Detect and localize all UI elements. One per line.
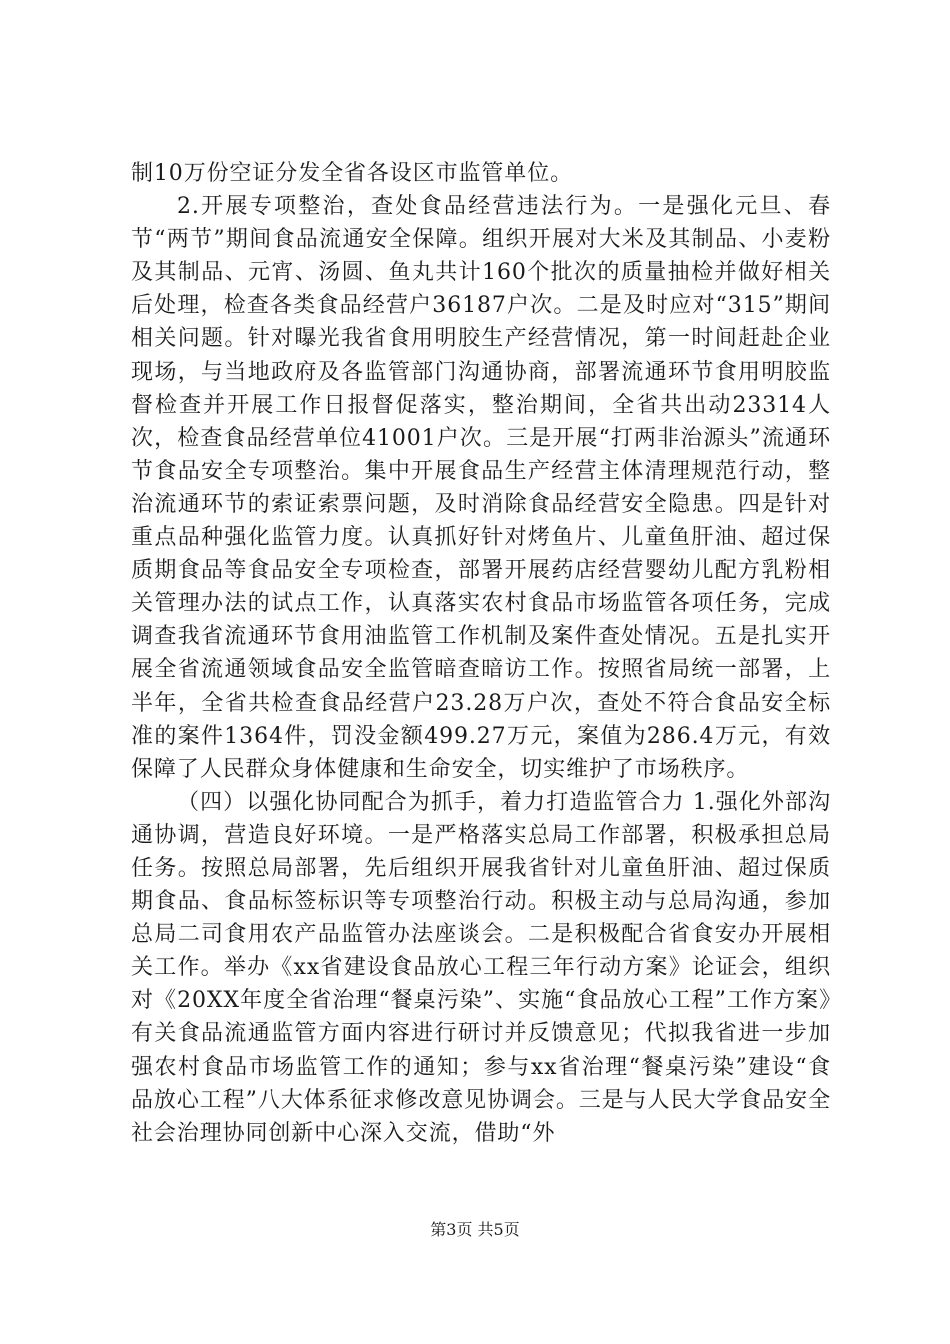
page-number-footer: 第3页 共5页	[430, 1220, 520, 1239]
document-body	[131, 157, 831, 1150]
paragraph-continuation: 制10万份空证分发全省各设区市监管单位。	[131, 161, 573, 186]
paragraph-special-rectification: 2.开展专项整治，查处食品经营违法行为。一是强化元旦、春节“两节”期间食品流通安全保障。组织开展对大米及其制品、小麦粉及其制品、元宵、汤圆、鱼丸共计160个批次的质量抽检并做好相关后处理，检查各类食品经营户36187户次。二是及时应对“315”期间相关问题。针对曝光我省食用明胶生产经营情况，第一时间赶赴企业现场，与当地政府及各监管部门沟通协商，部署流通环节食用明胶监督检查并开展工作日报督促落实，整治期间，全省共出动23314人次，检查食品经营单位41001户次。三是开展“打两非治源头”流通环节食品安全专项整治。集中开展食品生产经营主体清理规范行动，整治流通环节的索证索票问题，及时消除食品经营安全隐患。四是针对重点品种强化监管力度。认真抓好针对烤鱼片、儿童鱼肝油、超过保质期食品等食品安全专项检查，部署开展药店经营婴幼儿配方乳粉相关管理办法的试点工作，认真落实农村食品市场监管各项任务，完成调查我省流通环节食用油监管工作机制及案件查处情况。五是扎实开展全省流通领域食品安全监管暗查暗访工作。按照省局统一部署，上半年，全省共检查食品经营户23.28万户次，查处不符合食品安全标准的案件1364件，罚没金额499.27万元，案值为286.4万元，有效保障了人民群众身体健康和生命安全，切实维护了市场秩序。	[131, 194, 831, 782]
paragraph-coordination: （四）以强化协同配合为抓手，着力打造监管合力 1.强化外部沟通协调，营造良好环境。一是严格落实总局工作部署，积极承担总局任务。按照总局部署，先后组织开展我省针对儿童鱼肝油、超过保质期食品、食品标签标识等专项整治行动。积极主动与总局沟通，参加总局二司食用农产品监管办法座谈会。二是积极配合省食安办开展相关工作。举办《xx省建设食品放心工程三年行动方案》论证会，组织对《20XX年度全省治理“餐桌污染”、实施“食品放心工程”工作方案》有关食品流通监管方面内容进行研讨并反馈意见；代拟我省进一步加强农村食品市场监管工作的通知；参与xx省治理“餐桌污染”建设“食品放心工程”八大体系征求修改意见协调会。三是与人民大学食品安全社会治理协同创新中心深入交流，借助“外	[131, 789, 831, 1146]
